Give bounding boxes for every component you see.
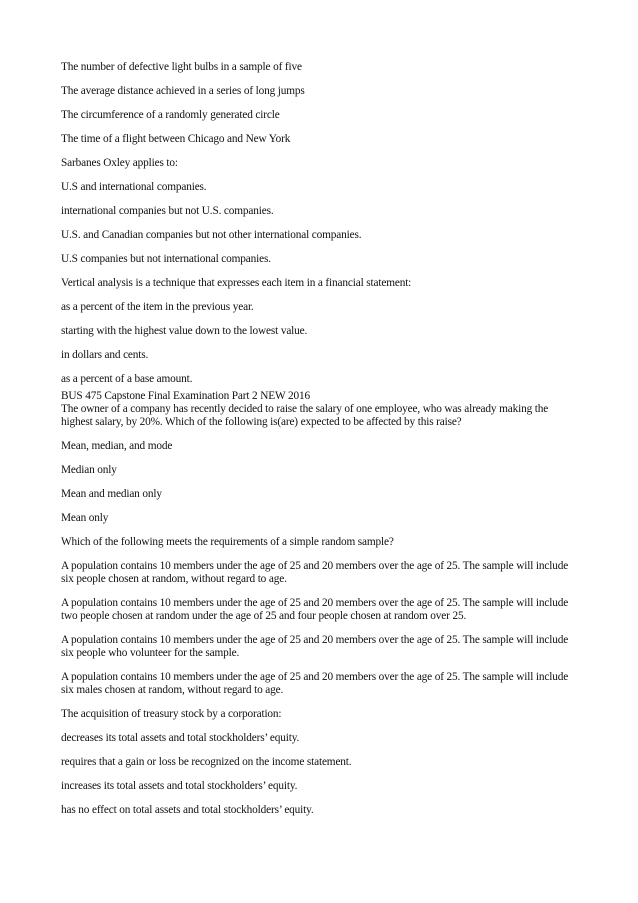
answer-option: as a percent of a base amount. (61, 373, 193, 385)
section-heading: BUS 475 Capstone Final Examination Part 2 NEW 2016 (61, 390, 310, 402)
answer-option: increases its total assets and total stockholders’ equity. (61, 780, 298, 792)
answer-option: decreases its total assets and total stockholders’ equity. (61, 732, 300, 744)
answer-option: The average distance achieved in a series of long jumps (61, 85, 305, 97)
question-text: The acquisition of treasury stock by a corporation: (61, 708, 282, 720)
question-block (61, 390, 581, 429)
answer-option: U.S and international companies. (61, 181, 207, 193)
question-text: Vertical analysis is a technique that expresses each item in a financial statement: (61, 277, 412, 289)
answer-option: A population contains 10 members under the age of 25 and 20 members over the age of 25. The sample will include six males chosen at random, without regard to age. (61, 671, 569, 696)
answer-option: in dollars and cents. (61, 349, 149, 361)
answer-option: starting with the highest value down to the lowest value. (61, 325, 308, 337)
answer-option: A population contains 10 members under the age of 25 and 20 members over the age of 25. The sample will include six people who volunteer for the sample. (61, 634, 569, 659)
answer-option: has no effect on total assets and total stockholders’ equity. (61, 804, 314, 816)
answer-option: Mean only (61, 512, 109, 524)
answer-option: The time of a flight between Chicago and New York (61, 133, 291, 145)
question-text: Sarbanes Oxley applies to: (61, 157, 178, 169)
answer-option: requires that a gain or loss be recognized on the income statement. (61, 756, 352, 768)
answer-option: Median only (61, 464, 117, 476)
answer-option: The number of defective light bulbs in a sample of five (61, 61, 302, 73)
answer-option: international companies but not U.S. companies. (61, 205, 274, 217)
answer-option: The circumference of a randomly generated circle (61, 109, 280, 121)
question-text: The owner of a company has recently decided to raise the salary of one employee, who was already making the highest salary, by 20%. Which of the following is(are) expected to be affected by this raise? (61, 403, 549, 428)
document-body (61, 61, 581, 828)
answer-option: A population contains 10 members under the age of 25 and 20 members over the age of 25. The sample will include six people chosen at random, without regard to age. (61, 560, 569, 585)
answer-option: as a percent of the item in the previous year. (61, 301, 254, 313)
answer-option: A population contains 10 members under the age of 25 and 20 members over the age of 25. The sample will include two people chosen at random under the age of 25 and four people chosen at random over 25. (61, 597, 569, 622)
question-text: Which of the following meets the requirements of a simple random sample? (61, 536, 394, 548)
answer-option: U.S. and Canadian companies but not other international companies. (61, 229, 362, 241)
answer-option: Mean and median only (61, 488, 162, 500)
answer-option: U.S companies but not international companies. (61, 253, 271, 265)
answer-option: Mean, median, and mode (61, 440, 173, 452)
